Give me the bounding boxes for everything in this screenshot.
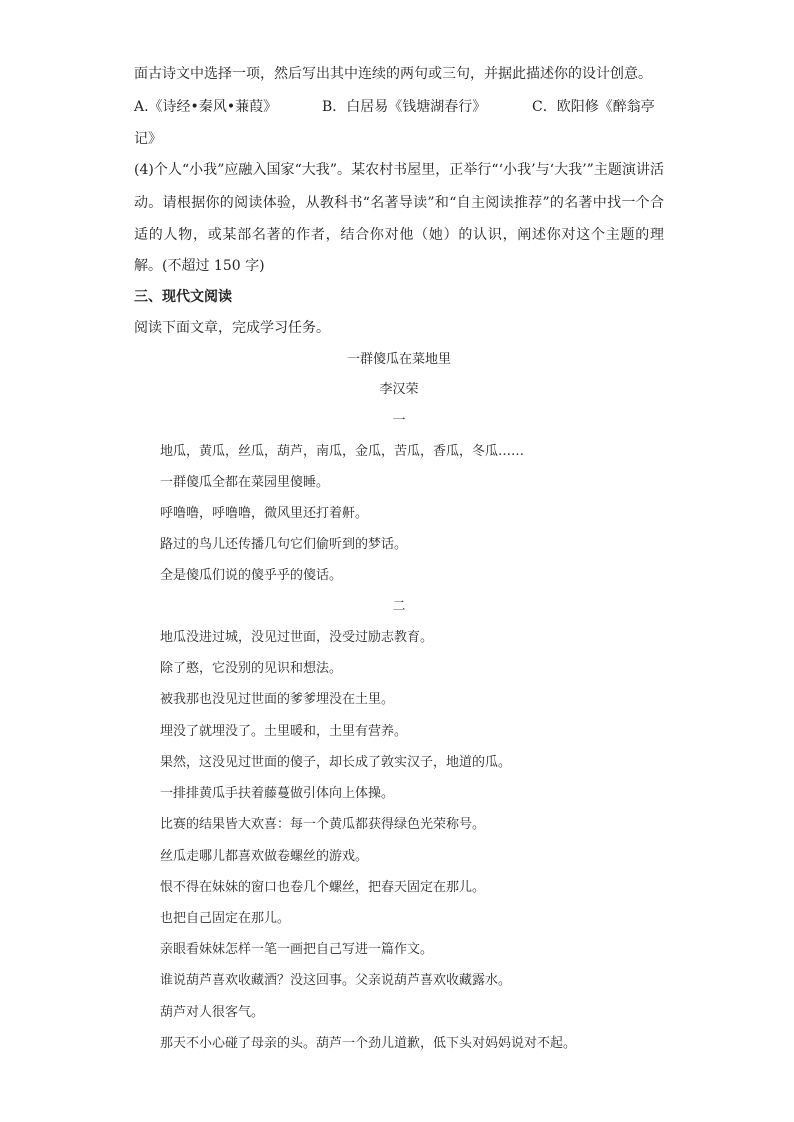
poem-line: 果然，这没见过世面的傻子，却长成了敦实汉子，地道的瓜。 [160,755,512,770]
poem-line: 一排排黄瓜手扶着藤蔓做引体向上体操。 [160,786,395,801]
poem-line: 丝瓜走哪儿都喜欢做卷螺丝的游戏。 [160,849,369,864]
poem-line: 路过的鸟儿还传播几句它们偷听到的梦话。 [160,537,408,552]
article-title: 一群傻瓜在菜地里 [346,352,451,367]
poem-line: 谁说葫芦喜欢收藏酒？没这回事。父亲说葫芦喜欢收藏露水。 [160,973,512,988]
poem-line: 被我那也没见过世面的爹爹埋没在土里。 [160,692,395,707]
poem-line: 地瓜，黄瓜，丝瓜，葫芦，南瓜，金瓜，苦瓜，香瓜，冬瓜…… [160,444,525,459]
question-4-line-1: (4)个人“小我”应融入国家“大我”。某农村书屋里，正举行“‘小我’与‘大我’”主题演讲活 [134,162,664,178]
option-b: B．白居易《钱塘湖春行》 [322,99,487,115]
poem-line: 地瓜没进过城，没见过世面，没受过励志教育。 [160,630,434,645]
poem-line: 一群傻瓜全都在菜园里傻睡。 [160,475,330,490]
continued-question-line: 面古诗文中选择一项，然后写出其中连续的两句或三句，并据此描述你的设计创意。 [134,66,652,82]
option-c: C．欧阳修《醉翁亭 [532,99,655,115]
poem-line: 恨不得在妹妹的窗口也卷几个螺丝，把春天固定在那儿。 [160,880,486,895]
poem-line: 埋没了就埋没了。土里暖和，土里有营养。 [160,724,408,739]
option-c-continued: 记》 [134,131,162,147]
question-4-line-3: 适的人物，或某部名著的作者，结合你对他（她）的认识，阐述你对这个主题的理 [134,227,664,243]
section-instruction: 阅读下面文章，完成学习任务。 [134,320,330,336]
option-a: A.《诗经•秦风•蒹葭》 [134,99,278,115]
poem-line: 全是傻瓜们说的傻乎乎的傻话。 [160,568,343,583]
article-author: 李汉荣 [379,382,419,397]
poem-line: 那天不小心碰了母亲的头。葫芦一个劲儿道歉，低下头对妈妈说对不起。 [160,1036,577,1051]
section-heading: 三、现代文阅读 [134,289,232,305]
poem-line: 除了憨，它没别的见识和想法。 [160,661,343,676]
part-1-marker: 一 [392,413,406,428]
question-4-line-2: 动。请根据你的阅读体验，从教科书“名著导读”和“自主阅读推荐”的名著中找一个合 [134,195,664,211]
poem-line: 比赛的结果皆大欢喜：每一个黄瓜都获得绿色光荣称号。 [160,817,486,832]
poem-line: 呼噜噜，呼噜噜，微风里还打着鼾。 [160,506,369,521]
poem-line: 亲眼看妹妹怎样一笔一画把自己写进一篇作文。 [160,942,434,957]
poem-line: 也把自己固定在那儿。 [160,911,291,926]
question-4-line-4: 解。(不超过 150 字) [134,258,265,274]
poem-line: 葫芦对人很客气。 [160,1005,265,1020]
part-2-marker: 二 [392,599,406,614]
